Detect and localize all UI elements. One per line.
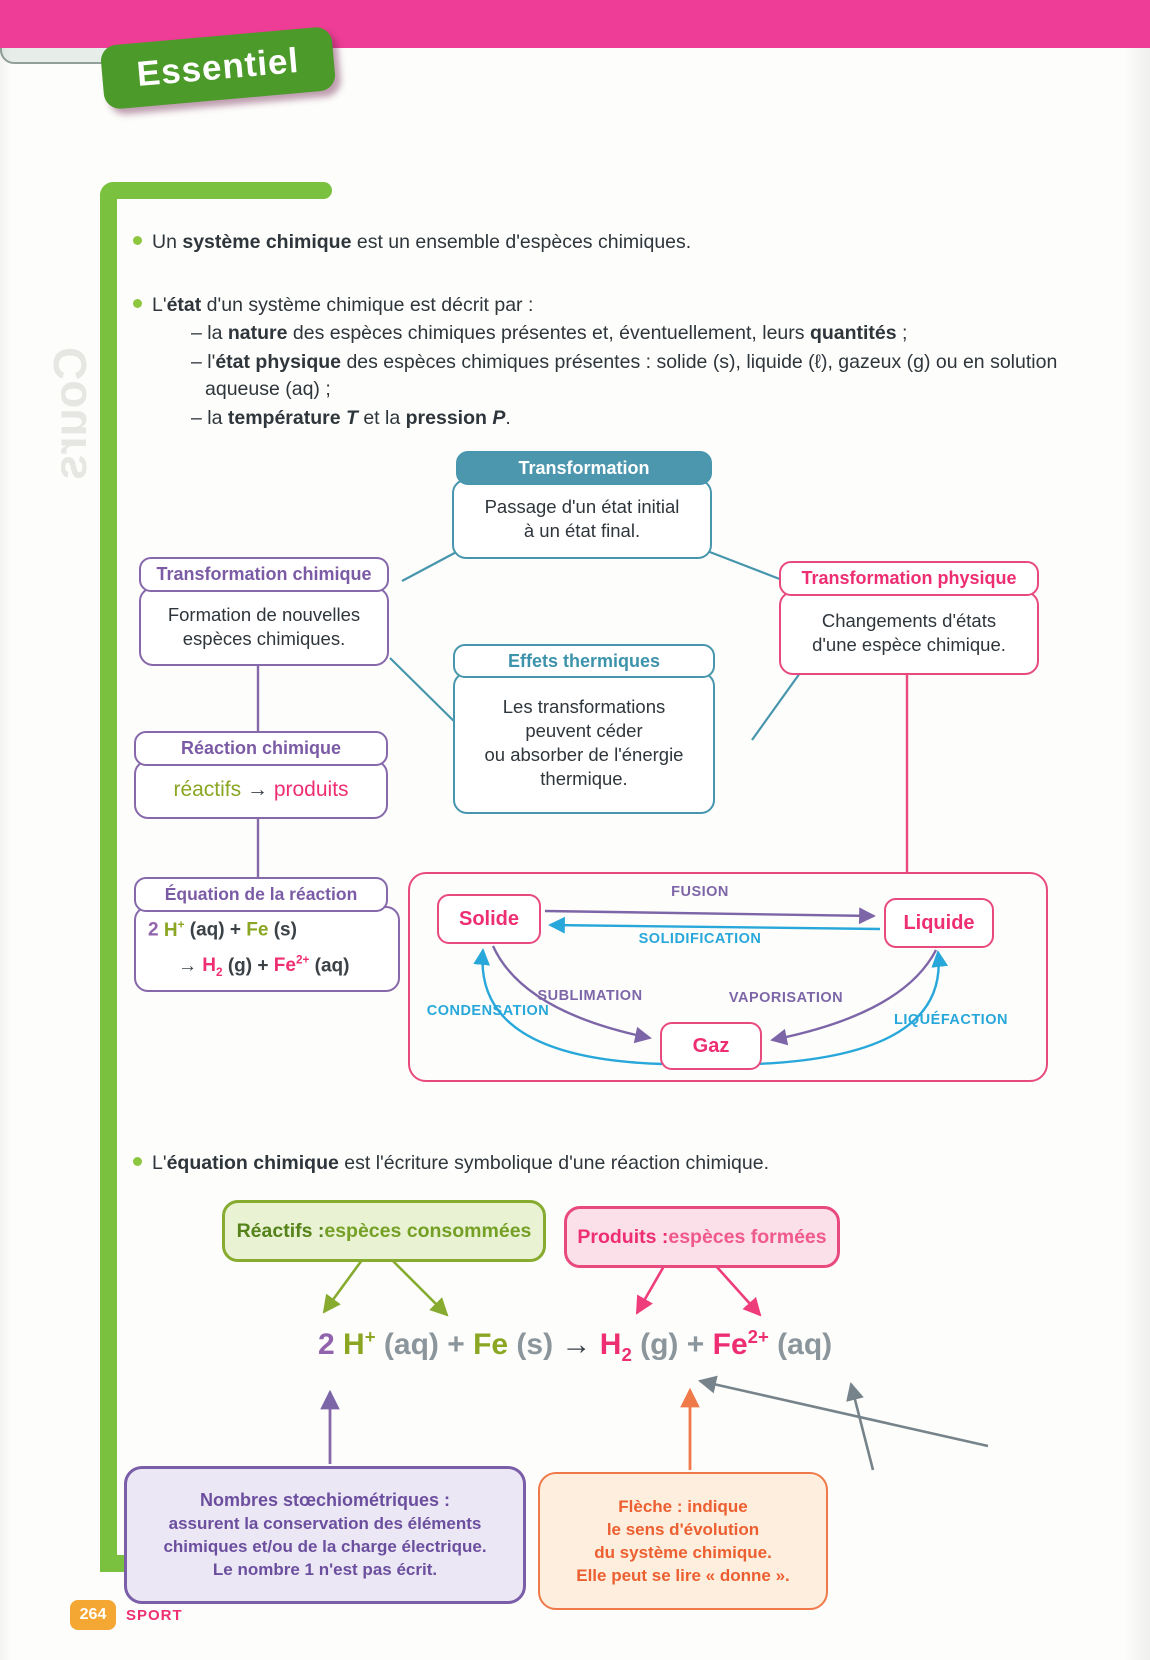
bullet-text: Un système chimique est un ensemble d'espèces chimiques.	[152, 231, 692, 253]
node-title-reaction-chimique: Réaction chimique	[134, 731, 388, 766]
info-line: Nombres stœchiométriques :	[199, 1490, 451, 1510]
print-through-ghost-text: Cours	[44, 347, 96, 480]
node-title-transformation-physique: Transformation physique	[779, 561, 1039, 596]
node-body-transformation-physique	[779, 591, 1039, 675]
body-line: à un état final.	[523, 520, 641, 541]
list-item: – la température T et la pression P.	[191, 407, 511, 429]
list-item: – la nature des espèces chimiques présentes et, éventuellement, leurs quantités ;	[191, 322, 908, 344]
fleche-box	[538, 1472, 828, 1610]
nombres-stoechiometriques-box	[124, 1466, 526, 1604]
body-line: thermique.	[540, 768, 628, 789]
node-body-transformation-chimique	[139, 587, 389, 666]
info-line: Elle peut se lire « donne ».	[576, 1566, 790, 1585]
label-sublimation: SUBLIMATION	[537, 988, 643, 1004]
info-line: Le nombre 1 n'est pas écrit.	[212, 1560, 438, 1579]
state-gaz: Gaz	[660, 1022, 762, 1070]
produits-box: Produits : espèces formées	[564, 1206, 840, 1268]
body-line: Passage d'un état initial	[484, 496, 680, 517]
chapter-label: SPORT	[126, 1607, 183, 1624]
body-line: peuvent céder	[525, 720, 643, 741]
body-line: ou absorber de l'énergie	[484, 744, 684, 765]
label-solidification: SOLIDIFICATION	[638, 931, 762, 947]
info-line: chimiques et/ou de la charge électrique.	[163, 1537, 487, 1556]
body-line: Les transformations	[502, 696, 666, 717]
info-line: assurent la conservation des éléments	[168, 1514, 482, 1533]
node-title-equation-reaction: Équation de la réaction	[134, 877, 388, 912]
node-body-transformation	[452, 479, 712, 559]
bullet-text: L'état d'un système chimique est décrit par :	[152, 294, 534, 316]
body-line: Formation de nouvelles	[167, 603, 361, 625]
body-line: espèces chimiques.	[182, 627, 346, 649]
node-body-reaction-chimique	[134, 760, 388, 819]
reactifs-produits-line: réactifs → produits	[173, 777, 349, 801]
state-liquide: Liquide	[884, 898, 994, 948]
body-line: d'une espèce chimique.	[812, 634, 1006, 655]
node-title-effets-thermiques: Effets thermiques	[453, 644, 715, 678]
page-number-badge: 264	[70, 1600, 116, 1630]
chemical-equation: 2 H+ (aq) + Fe $(s) \to H_2$ $(g) + Fe^{2+}$ (aq)	[318, 1326, 833, 1365]
body-line: Changements d'états	[821, 610, 997, 631]
equation-line-1: 2 H+ (aq) + Fe (s)	[148, 918, 297, 941]
info-line: Flèche : indique	[618, 1497, 748, 1516]
equation-line-2: → $H_2$ $(g) + Fe^{2+}$ (aq)	[178, 953, 350, 979]
node-title-transformation: Transformation	[456, 451, 712, 485]
node-body-effets-thermiques	[453, 672, 715, 814]
label-fusion: FUSION	[671, 884, 729, 900]
node-body-equation-reaction	[134, 906, 400, 992]
essentiel-badge: Essentiel	[100, 26, 337, 110]
list-item: – l'état physique des espèces chimiques présentes : solide (s), liquide (ℓ), gazeux (g) ou en solution aqueuse (aq) ;	[191, 351, 1058, 400]
info-line: du système chimique.	[594, 1543, 772, 1562]
label-condensation: CONDENSATION	[426, 1003, 550, 1019]
node-title-transformation-chimique: Transformation chimique	[139, 557, 389, 592]
state-solide: Solide	[437, 894, 541, 944]
info-line: le sens d'évolution	[606, 1520, 760, 1539]
reactifs-box: Réactifs : espèces consommées	[222, 1200, 546, 1262]
label-liquefaction: LIQUÉFACTION	[894, 1012, 1008, 1028]
bullet-text: L'équation chimique est l'écriture symbolique d'une réaction chimique.	[152, 1152, 770, 1174]
label-vaporisation: VAPORISATION	[728, 990, 844, 1006]
